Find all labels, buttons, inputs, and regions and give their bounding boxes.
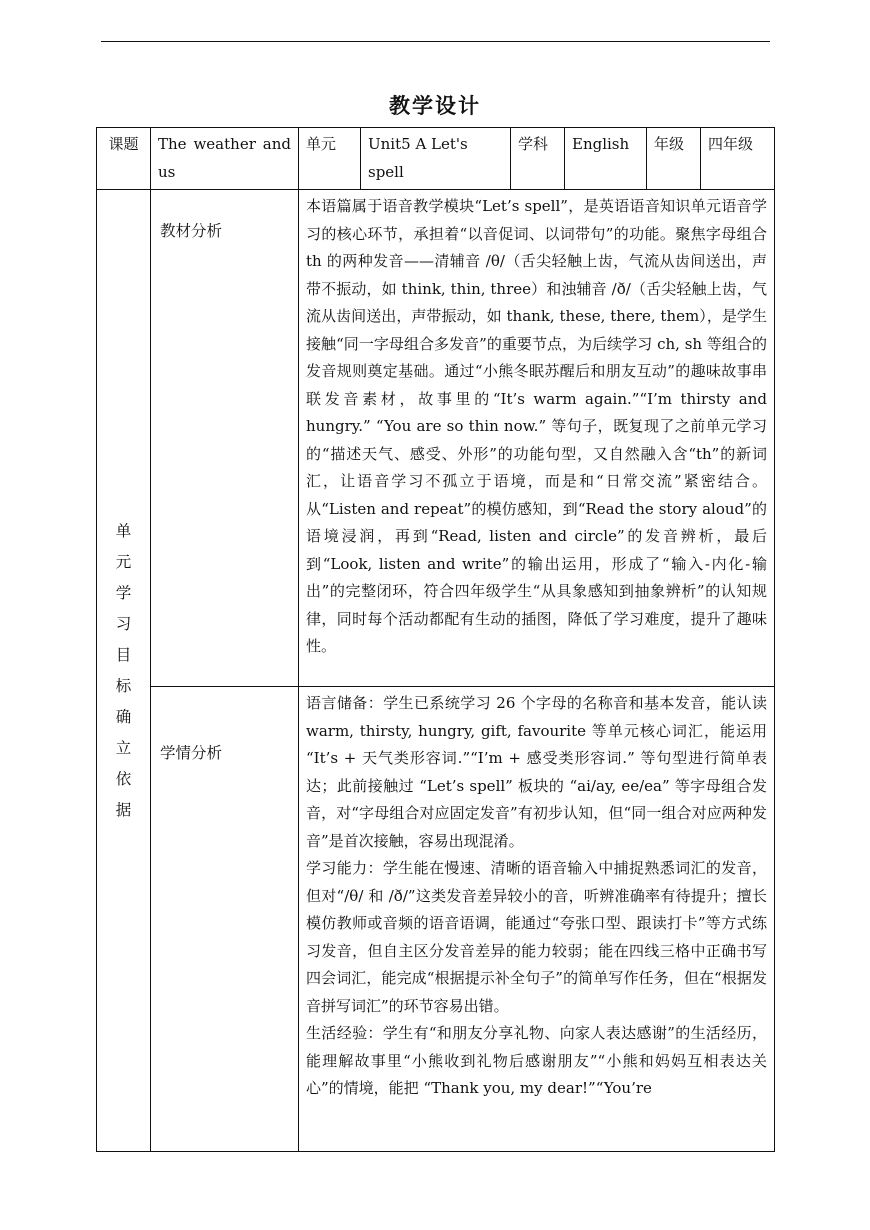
- side-char: 立: [115, 738, 132, 757]
- side-char: 元: [115, 552, 132, 571]
- page-title: 教学设计: [389, 93, 481, 118]
- subject-value: English: [565, 128, 647, 190]
- learner-analysis-label: 学情分析: [151, 687, 299, 1152]
- textbook-row: [97, 190, 775, 687]
- header-row: [97, 128, 775, 190]
- life-experience-paragraph: 生活经验：学生有“和朋友分享礼物、向家人表达感谢”的生活经历，能理解故事里“小熊收到礼物后感谢朋友”“小熊和妈妈互相表达关心”的情境，能把 “Thank you, my dear!”“You’re: [306, 1024, 767, 1097]
- grade-value: 四年级: [701, 128, 775, 190]
- side-char: 学: [115, 583, 132, 602]
- topic-value: The weather and us: [151, 128, 299, 190]
- side-char: 标: [115, 676, 132, 695]
- learner-analysis-content: [299, 687, 775, 1152]
- side-char: 习: [115, 614, 132, 633]
- unit-label: 单元: [299, 128, 361, 190]
- subject-label: 学科: [511, 128, 565, 190]
- lesson-plan-table: [96, 127, 775, 1152]
- learning-ability-paragraph: 学习能力：学生能在慢速、清晰的语音输入中捕捉熟悉词汇的发音，但对“/θ/ 和 /ð/”这类发音差异较小的音，听辨准确率有待提升；擅长模仿教师或音频的语音语调，能通过“夸张口型、跟读打卡”等方式练习发音，但自主区分发音差异的能力较弱；能在四线三格中正确书写四会词汇，能完成“根据提示补全句子”的简单写作任务，但在“根据发音拼写词汇”的环节容易出错。: [306, 859, 767, 1015]
- learner-row: [97, 687, 775, 1152]
- grade-label: 年级: [647, 128, 701, 190]
- header-rule: [101, 41, 770, 42]
- side-char: 据: [115, 800, 132, 819]
- textbook-analysis-label: 教材分析: [151, 190, 299, 687]
- side-char: 依: [115, 769, 132, 788]
- topic-label: 课题: [97, 128, 151, 190]
- side-char: 单: [115, 521, 132, 540]
- side-char: 目: [115, 645, 132, 664]
- textbook-analysis-text: 本语篇属于语音教学模块“Let’s spell”，是英语语音知识单元语音学习的核心环节，承担着“以音促词、以词带句”的功能。聚焦字母组合 th 的两种发音——清辅音 /θ/（舌尖轻触上齿，气流从齿间送出，声带不振动，如 think, thin, three）和浊辅音 /ð/（舌尖轻触上齿，气流从齿间送出，声带振动，如 thank, these, there, them），是学生接触“同一字母组合多发音”的重要节点，为后续学习 ch, sh 等组合的发音规则奠定基础。通过“小熊冬眠苏醒后和朋友互动”的趣味故事串联发音素材，故事里的“It’s warm again.”“I’m thirsty and hungry.” “You are so thin now.” 等句子，既复现了之前单元学习的“描述天气、感受、外形”的功能句型，又自然融入含“th”的新词汇，让语音学习不孤立于语境，而是和“日常交流”紧密结合。从“Listen and repeat”的模仿感知，到“Read the story aloud”的语境浸润，再到“Read, listen and circle”的发音辨析，最后到“Look, listen and write”的输出运用，形成了“输入-内化-输出”的完整闭环，符合四年级学生“从具象感知到抽象辨析”的认知规律，同时每个活动都配有生动的插图，降低了学习难度，提升了趣味性。: [299, 190, 775, 687]
- unit-value: Unit5 A Let's spell: [361, 128, 511, 190]
- side-char: 确: [115, 707, 132, 726]
- language-reserve-paragraph: 语言储备：学生已系统学习 26 个字母的名称音和基本发音，能认读 warm, thirsty, hungry, gift, favourite 等单元核心词汇，能运用 “It’s + 天气类形容词.”“I’m + 感受类形容词.” 等句型进行简单表达；此前接触过 “Let’s spell” 板块的 “ai/ay, ee/ea” 等字母组合发音，对“字母组合对应固定发音”有初步认知，但“同一组合对应两种发音”是首次接触，容易出现混淆。: [306, 694, 767, 850]
- section-side-label: [97, 190, 151, 1152]
